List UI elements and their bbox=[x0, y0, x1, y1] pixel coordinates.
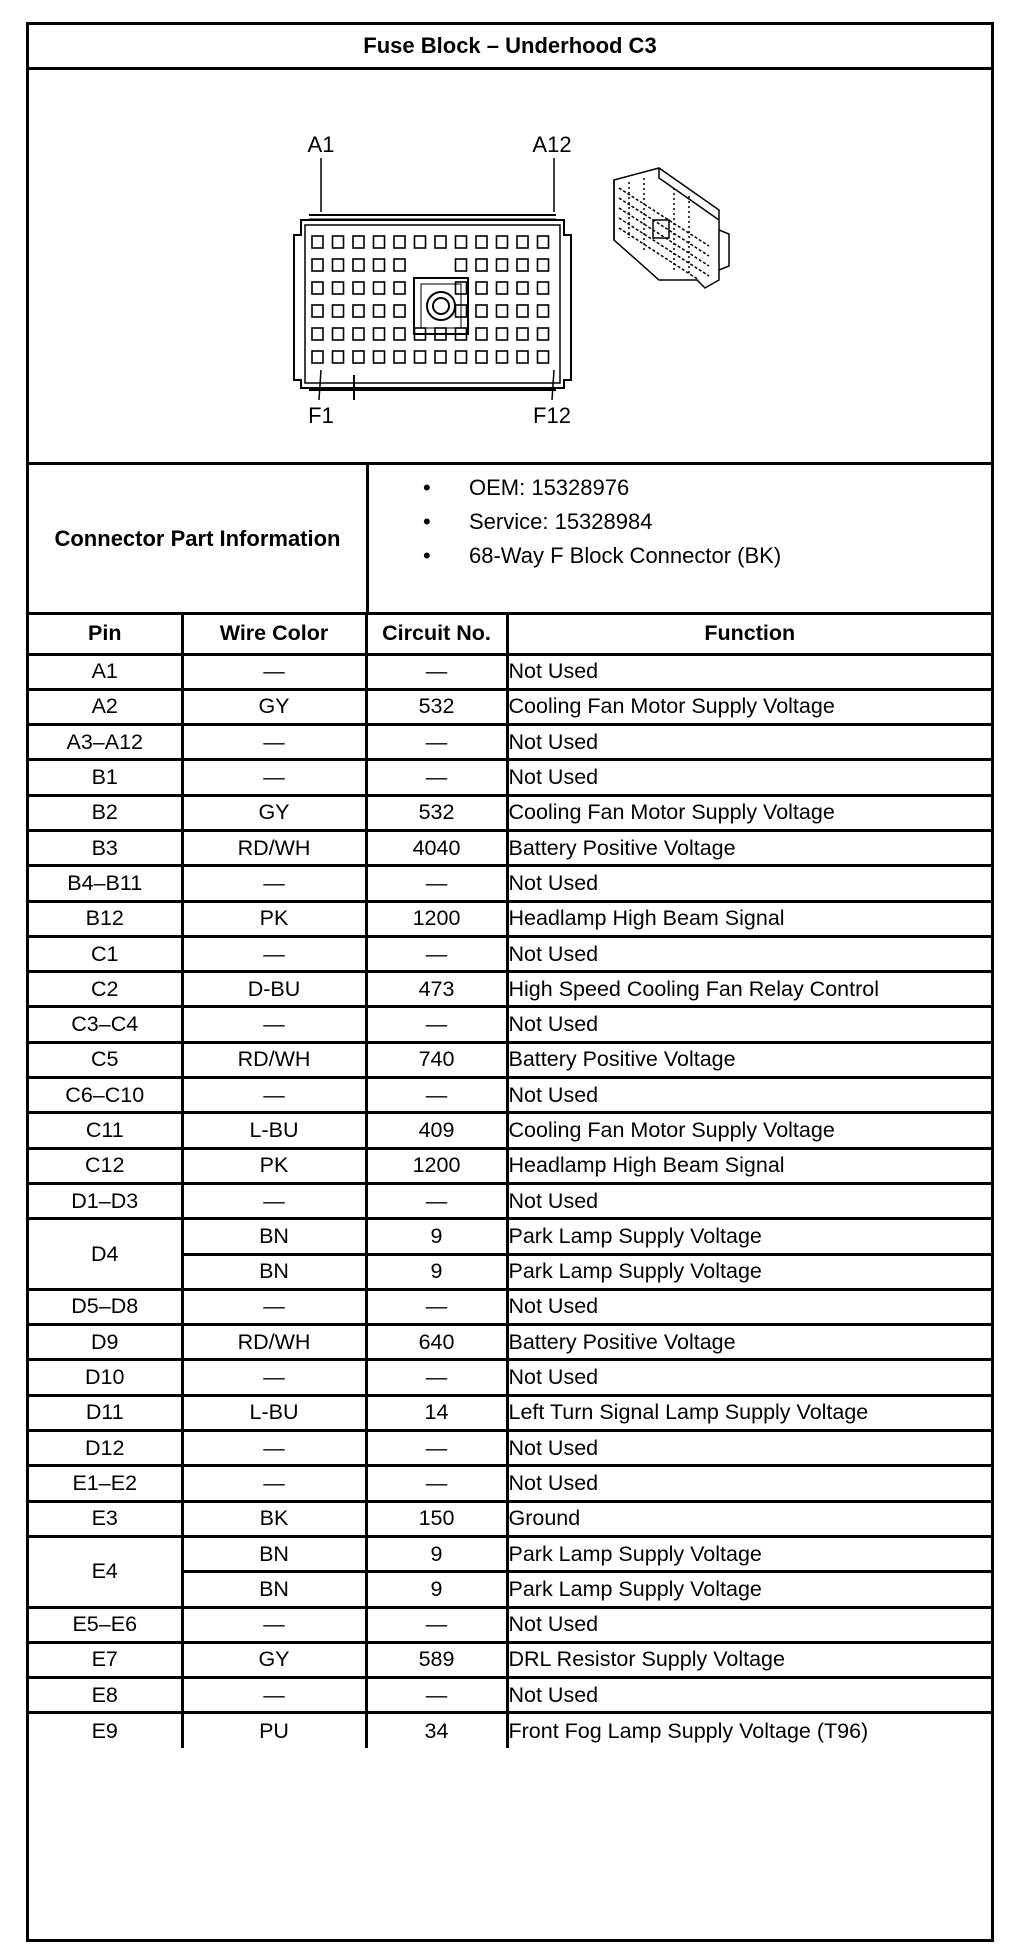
pin-cavity bbox=[312, 236, 323, 248]
pin-cavity bbox=[538, 236, 549, 248]
header-wire-color: Wire Color bbox=[182, 615, 366, 654]
cell-function: Park Lamp Supply Voltage bbox=[507, 1254, 991, 1289]
cell-wire-color: — bbox=[182, 760, 366, 795]
pin-cavity-grid bbox=[312, 236, 549, 363]
cell-circuit-no: 473 bbox=[366, 972, 507, 1007]
pin-cavity bbox=[353, 236, 364, 248]
pin-cavity bbox=[538, 305, 549, 317]
cell-pin: C5 bbox=[29, 1042, 182, 1077]
pin-cavity bbox=[497, 259, 508, 271]
pin-cavity bbox=[374, 282, 385, 294]
pin-cavity bbox=[353, 328, 364, 340]
cell-wire-color: GY bbox=[182, 1642, 366, 1677]
pin-cavity bbox=[517, 259, 528, 271]
part-info-label: Connector Part Information bbox=[29, 465, 369, 612]
table-row bbox=[29, 1713, 991, 1748]
cell-function: Not Used bbox=[507, 760, 991, 795]
cell-circuit-no: — bbox=[366, 760, 507, 795]
part-info-list bbox=[369, 471, 969, 573]
cell-function: Not Used bbox=[507, 654, 991, 689]
cell-function: Headlamp High Beam Signal bbox=[507, 1148, 991, 1183]
cell-function: Not Used bbox=[507, 866, 991, 901]
cell-wire-color: BN bbox=[182, 1572, 366, 1607]
cell-circuit-no: — bbox=[366, 1289, 507, 1324]
cell-function: Not Used bbox=[507, 725, 991, 760]
pin-cavity bbox=[394, 328, 405, 340]
table-row bbox=[29, 1078, 991, 1113]
cell-circuit-no: — bbox=[366, 1183, 507, 1218]
cell-wire-color: — bbox=[182, 1678, 366, 1713]
cell-circuit-no: 589 bbox=[366, 1642, 507, 1677]
pin-cavity bbox=[517, 236, 528, 248]
cell-circuit-no: — bbox=[366, 866, 507, 901]
cell-pin: A2 bbox=[29, 689, 182, 724]
cell-function: Not Used bbox=[507, 1007, 991, 1042]
pin-cavity bbox=[394, 282, 405, 294]
pin-cavity bbox=[312, 282, 323, 294]
cell-pin: D12 bbox=[29, 1431, 182, 1466]
table-row bbox=[29, 866, 991, 901]
cell-pin: D5–D8 bbox=[29, 1289, 182, 1324]
pin-cavity bbox=[415, 236, 426, 248]
cell-function: Park Lamp Supply Voltage bbox=[507, 1536, 991, 1571]
cell-function: Not Used bbox=[507, 1678, 991, 1713]
cell-circuit-no: 532 bbox=[366, 795, 507, 830]
pin-cavity bbox=[333, 351, 344, 363]
cell-function: Left Turn Signal Lamp Supply Voltage bbox=[507, 1395, 991, 1430]
table-row bbox=[29, 1289, 991, 1324]
pin-cavity bbox=[476, 236, 487, 248]
cell-wire-color: L-BU bbox=[182, 1395, 366, 1430]
pin-cavity bbox=[353, 305, 364, 317]
pin-cavity bbox=[374, 351, 385, 363]
pin-cavity bbox=[497, 351, 508, 363]
cell-wire-color: BN bbox=[182, 1254, 366, 1289]
pin-cavity bbox=[353, 282, 364, 294]
pin-cavity bbox=[517, 282, 528, 294]
cell-function: Park Lamp Supply Voltage bbox=[507, 1572, 991, 1607]
pin-cavity bbox=[435, 236, 446, 248]
cell-function: Front Fog Lamp Supply Voltage (T96) bbox=[507, 1713, 991, 1748]
pin-cavity bbox=[333, 305, 344, 317]
cell-pin: A1 bbox=[29, 654, 182, 689]
cell-circuit-no: 740 bbox=[366, 1042, 507, 1077]
pin-cavity bbox=[538, 328, 549, 340]
table-row bbox=[29, 1607, 991, 1642]
pin-cavity bbox=[333, 236, 344, 248]
pin-cavity bbox=[497, 328, 508, 340]
cell-function: Headlamp High Beam Signal bbox=[507, 901, 991, 936]
table-row bbox=[29, 1395, 991, 1430]
cell-pin: D11 bbox=[29, 1395, 182, 1430]
cell-pin: D9 bbox=[29, 1325, 182, 1360]
cell-function: Cooling Fan Motor Supply Voltage bbox=[507, 1113, 991, 1148]
cell-circuit-no: 1200 bbox=[366, 901, 507, 936]
cell-function: Not Used bbox=[507, 936, 991, 971]
cell-function: Cooling Fan Motor Supply Voltage bbox=[507, 689, 991, 724]
pin-cavity bbox=[394, 236, 405, 248]
pin-cavity bbox=[497, 305, 508, 317]
table-row bbox=[29, 1219, 991, 1254]
pin-cavity bbox=[497, 282, 508, 294]
cell-pin: C11 bbox=[29, 1113, 182, 1148]
cell-wire-color: RD/WH bbox=[182, 830, 366, 865]
cell-function: Park Lamp Supply Voltage bbox=[507, 1219, 991, 1254]
header-circuit-no: Circuit No. bbox=[366, 615, 507, 654]
cell-pin: E5–E6 bbox=[29, 1607, 182, 1642]
cell-pin: B4–B11 bbox=[29, 866, 182, 901]
cell-wire-color: BK bbox=[182, 1501, 366, 1536]
cell-wire-color: — bbox=[182, 1607, 366, 1642]
cell-function: Battery Positive Voltage bbox=[507, 830, 991, 865]
cell-wire-color: BN bbox=[182, 1219, 366, 1254]
table-row bbox=[29, 725, 991, 760]
pin-cavity bbox=[374, 328, 385, 340]
cell-circuit-no: — bbox=[366, 654, 507, 689]
cell-circuit-no: 14 bbox=[366, 1395, 507, 1430]
table-row bbox=[29, 1007, 991, 1042]
pin-cavity bbox=[476, 351, 487, 363]
cell-function: Not Used bbox=[507, 1431, 991, 1466]
page-title: Fuse Block – Underhood C3 bbox=[29, 25, 991, 70]
pin-cavity bbox=[456, 351, 467, 363]
cell-function: Battery Positive Voltage bbox=[507, 1325, 991, 1360]
pin-cavity bbox=[312, 305, 323, 317]
cell-pin: D10 bbox=[29, 1360, 182, 1395]
cell-pin: E1–E2 bbox=[29, 1466, 182, 1501]
cell-wire-color: PK bbox=[182, 1148, 366, 1183]
table-row bbox=[29, 901, 991, 936]
table-row bbox=[29, 1466, 991, 1501]
table-row bbox=[29, 830, 991, 865]
cell-pin: D4 bbox=[29, 1219, 182, 1290]
table-row bbox=[29, 1360, 991, 1395]
cell-wire-color: L-BU bbox=[182, 1113, 366, 1148]
pin-cavity bbox=[538, 259, 549, 271]
pin-cavity bbox=[456, 259, 467, 271]
list-item: • OEM: 15328976 bbox=[369, 471, 969, 505]
pin-cavity bbox=[312, 328, 323, 340]
pin-cavity bbox=[394, 351, 405, 363]
cell-wire-color: — bbox=[182, 1431, 366, 1466]
cell-pin: E7 bbox=[29, 1642, 182, 1677]
cell-circuit-no: 9 bbox=[366, 1572, 507, 1607]
cell-circuit-no: 9 bbox=[366, 1254, 507, 1289]
cell-function: Not Used bbox=[507, 1183, 991, 1218]
table-row bbox=[29, 689, 991, 724]
pin-cavity bbox=[538, 351, 549, 363]
cell-function: Not Used bbox=[507, 1078, 991, 1113]
label-a1: A1 bbox=[307, 132, 335, 157]
pin-cavity bbox=[538, 282, 549, 294]
pin-cavity bbox=[374, 305, 385, 317]
cell-circuit-no: 9 bbox=[366, 1219, 507, 1254]
cell-pin: B1 bbox=[29, 760, 182, 795]
cell-wire-color: — bbox=[182, 654, 366, 689]
table-row bbox=[29, 936, 991, 971]
cell-circuit-no: 150 bbox=[366, 1501, 507, 1536]
pin-cavity bbox=[456, 236, 467, 248]
connector-document bbox=[26, 22, 994, 1942]
pin-cavity bbox=[517, 305, 528, 317]
cell-circuit-no: 409 bbox=[366, 1113, 507, 1148]
connector-body bbox=[294, 215, 571, 400]
cell-function: Battery Positive Voltage bbox=[507, 1042, 991, 1077]
cell-wire-color: D-BU bbox=[182, 972, 366, 1007]
cell-function: Not Used bbox=[507, 1360, 991, 1395]
table-row bbox=[29, 1148, 991, 1183]
cell-wire-color: PU bbox=[182, 1713, 366, 1748]
cell-function: Not Used bbox=[507, 1607, 991, 1642]
table-row bbox=[29, 1536, 991, 1571]
cell-wire-color: GY bbox=[182, 795, 366, 830]
cell-circuit-no: — bbox=[366, 936, 507, 971]
label-f1: F1 bbox=[308, 403, 334, 428]
cell-wire-color: RD/WH bbox=[182, 1042, 366, 1077]
cell-function: DRL Resistor Supply Voltage bbox=[507, 1642, 991, 1677]
cell-circuit-no: — bbox=[366, 1078, 507, 1113]
cell-pin: B12 bbox=[29, 901, 182, 936]
cell-wire-color: GY bbox=[182, 689, 366, 724]
cell-function: Not Used bbox=[507, 1289, 991, 1324]
connector-diagram bbox=[29, 70, 991, 465]
cell-circuit-no: 34 bbox=[366, 1713, 507, 1748]
cell-pin: C3–C4 bbox=[29, 1007, 182, 1042]
table-header-row bbox=[29, 615, 991, 654]
pin-cavity bbox=[333, 259, 344, 271]
cell-function: Not Used bbox=[507, 1466, 991, 1501]
pin-cavity bbox=[333, 328, 344, 340]
cell-wire-color: BN bbox=[182, 1536, 366, 1571]
cell-pin: D1–D3 bbox=[29, 1183, 182, 1218]
pin-cavity bbox=[517, 351, 528, 363]
pin-cavity bbox=[517, 328, 528, 340]
cell-pin: C2 bbox=[29, 972, 182, 1007]
cell-pin: C1 bbox=[29, 936, 182, 971]
list-item: • 68-Way F Block Connector (BK) bbox=[369, 539, 969, 573]
table-row bbox=[29, 1642, 991, 1677]
cell-pin: E9 bbox=[29, 1713, 182, 1748]
pin-cavity bbox=[435, 351, 446, 363]
pin-cavity bbox=[394, 259, 405, 271]
cell-wire-color: — bbox=[182, 1007, 366, 1042]
table-row bbox=[29, 972, 991, 1007]
cell-pin: E4 bbox=[29, 1536, 182, 1607]
pin-cavity bbox=[476, 328, 487, 340]
cell-wire-color: — bbox=[182, 1289, 366, 1324]
cell-wire-color: — bbox=[182, 1183, 366, 1218]
cell-wire-color: — bbox=[182, 725, 366, 760]
connector-part-info bbox=[29, 465, 991, 615]
cell-circuit-no: — bbox=[366, 1007, 507, 1042]
connector-face-view bbox=[29, 70, 991, 462]
pin-cavity bbox=[497, 236, 508, 248]
cell-pin: A3–A12 bbox=[29, 725, 182, 760]
cell-circuit-no: 1200 bbox=[366, 1148, 507, 1183]
pin-cavity bbox=[476, 282, 487, 294]
pin-cavity bbox=[333, 282, 344, 294]
cell-circuit-no: — bbox=[366, 725, 507, 760]
pin-cavity bbox=[312, 259, 323, 271]
pinout-table bbox=[29, 615, 991, 1748]
cell-pin: B2 bbox=[29, 795, 182, 830]
header-function: Function bbox=[507, 615, 991, 654]
pin-cavity bbox=[394, 305, 405, 317]
cell-circuit-no: — bbox=[366, 1360, 507, 1395]
cell-function: Cooling Fan Motor Supply Voltage bbox=[507, 795, 991, 830]
table-row bbox=[29, 654, 991, 689]
cell-wire-color: — bbox=[182, 1466, 366, 1501]
table-row bbox=[29, 1431, 991, 1466]
cell-wire-color: — bbox=[182, 1078, 366, 1113]
connector-isometric-view bbox=[614, 168, 729, 288]
cell-pin: B3 bbox=[29, 830, 182, 865]
table-row bbox=[29, 1113, 991, 1148]
pin-cavity bbox=[415, 351, 426, 363]
cell-circuit-no: 4040 bbox=[366, 830, 507, 865]
table-row bbox=[29, 760, 991, 795]
cell-wire-color: — bbox=[182, 936, 366, 971]
cell-pin: E3 bbox=[29, 1501, 182, 1536]
table-row bbox=[29, 1325, 991, 1360]
cell-circuit-no: — bbox=[366, 1607, 507, 1642]
pin-cavity bbox=[374, 259, 385, 271]
cell-wire-color: — bbox=[182, 1360, 366, 1395]
cell-function: Ground bbox=[507, 1501, 991, 1536]
label-a12: A12 bbox=[532, 132, 572, 157]
cell-circuit-no: 640 bbox=[366, 1325, 507, 1360]
pin-cavity bbox=[476, 305, 487, 317]
table-row bbox=[29, 1501, 991, 1536]
cell-circuit-no: 9 bbox=[366, 1536, 507, 1571]
cell-function: High Speed Cooling Fan Relay Control bbox=[507, 972, 991, 1007]
label-f12: F12 bbox=[533, 403, 571, 428]
table-row bbox=[29, 1678, 991, 1713]
cell-pin: C6–C10 bbox=[29, 1078, 182, 1113]
pin-cavity bbox=[312, 351, 323, 363]
cell-circuit-no: — bbox=[366, 1431, 507, 1466]
list-item: • Service: 15328984 bbox=[369, 505, 969, 539]
cell-pin: E8 bbox=[29, 1678, 182, 1713]
pin-cavity bbox=[374, 236, 385, 248]
header-pin: Pin bbox=[29, 615, 182, 654]
cell-circuit-no: — bbox=[366, 1466, 507, 1501]
cell-wire-color: PK bbox=[182, 901, 366, 936]
table-row bbox=[29, 795, 991, 830]
pin-cavity bbox=[353, 259, 364, 271]
pin-cavity bbox=[353, 351, 364, 363]
pin-cavity bbox=[476, 259, 487, 271]
cell-wire-color: RD/WH bbox=[182, 1325, 366, 1360]
table-row bbox=[29, 1042, 991, 1077]
cell-circuit-no: — bbox=[366, 1678, 507, 1713]
cell-circuit-no: 532 bbox=[366, 689, 507, 724]
cell-wire-color: — bbox=[182, 866, 366, 901]
table-row bbox=[29, 1183, 991, 1218]
cell-pin: C12 bbox=[29, 1148, 182, 1183]
